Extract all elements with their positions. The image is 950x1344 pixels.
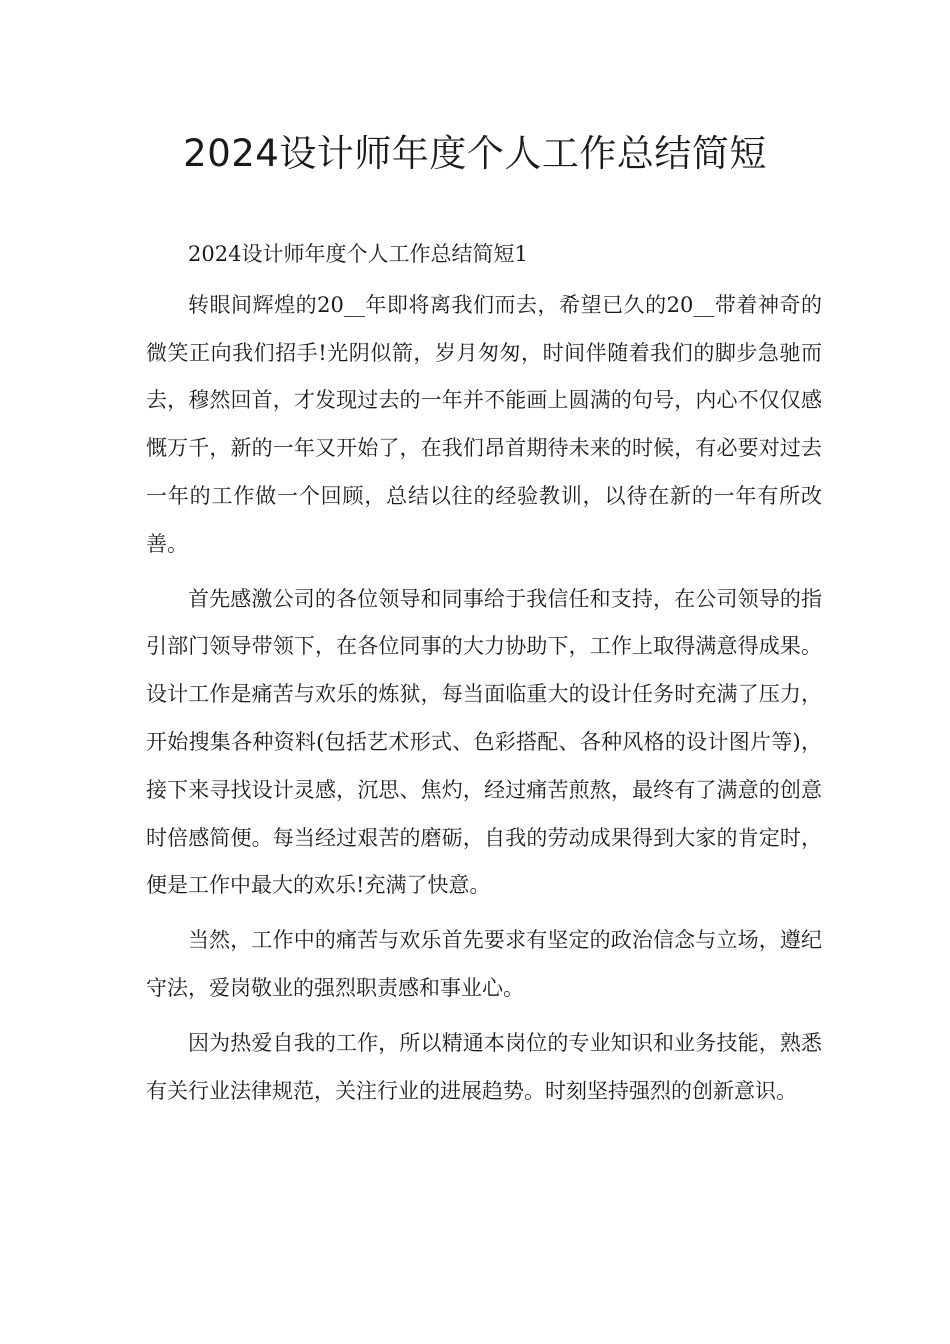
document-title: 2024设计师年度个人工作总结简短 [183,132,767,175]
document-body [146,231,822,1122]
paragraph-intro: 转眼间辉煌的20__年即将离我们而去，希望已久的20__带着神奇的微笑正向我们招手!光阴似箭，岁月匆匆，时间伴随着我们的脚步急驰而去，穆然回首，才发现过去的一年并不能画上圆满的句号，内心不仅仅感慨万千，新的一年又开始了，在我们昂首期待未来的时候，有必要对过去一年的工作做一个回顾，总结以往的经验教训，以待在新的一年有所改善。 [146,292,822,556]
section-heading: 2024设计师年度个人工作总结简短1 [188,242,528,266]
paragraph-principles: 当然，工作中的痛苦与欢乐首先要求有坚定的政治信念与立场，遵纪守法，爱岗敬业的强烈职责感和事业心。 [146,928,822,1000]
paragraph-expertise: 因为热爱自我的工作，所以精通本岗位的专业知识和业务技能，熟悉有关行业法律规范，关注行业的进展趋势。时刻坚持强烈的创新意识。 [146,1030,822,1103]
paragraph-gratitude: 首先感激公司的各位领导和同事给于我信任和支持，在公司领导的指引部门领导带领下，在各位同事的大力协助下，工作上取得满意得成果。设计工作是痛苦与欢乐的炼狱，每当面临重大的设计任务时充满了压力，开始搜集各种资料(包括艺术形式、色彩搭配、各种风格的设计图片等)，接下来寻找设计灵感，沉思、焦灼，经过痛苦煎熬，最终有了满意的创意时倍感简便。每当经过艰苦的磨砺，自我的劳动成果得到大家的肯定时，便是工作中最大的欢乐!充满了快意。 [146,586,822,898]
